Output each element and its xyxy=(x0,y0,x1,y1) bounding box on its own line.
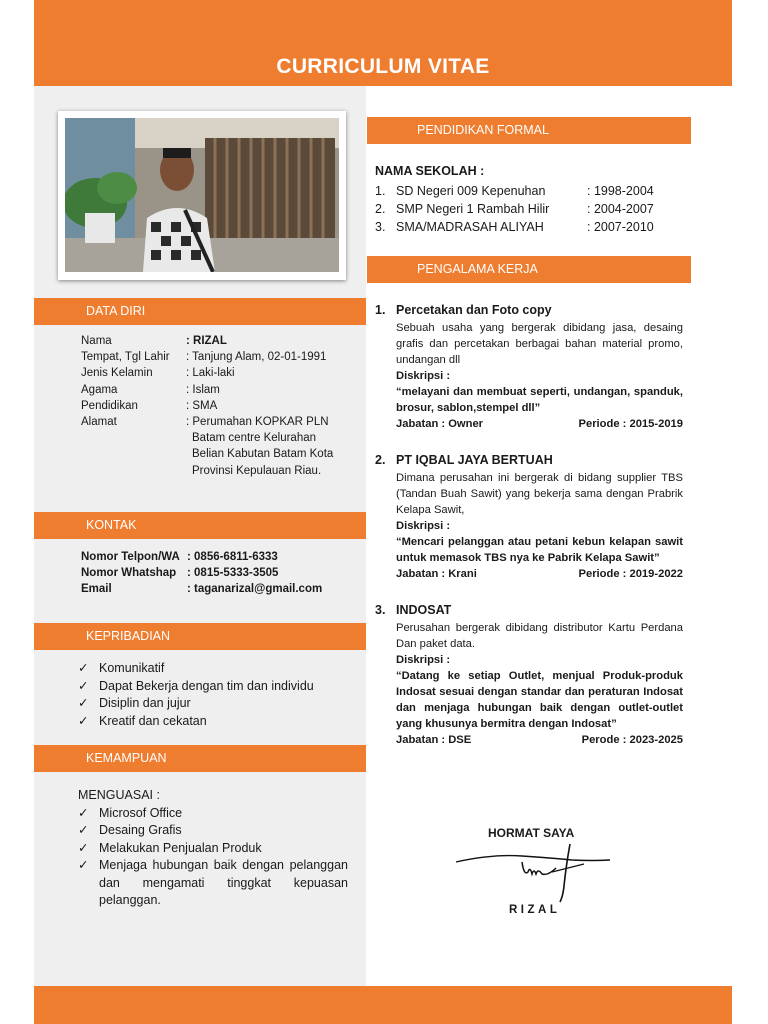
diskripsi-label: Diskripsi : xyxy=(396,370,451,382)
signature-image xyxy=(452,842,612,906)
job-entry xyxy=(375,602,683,748)
list-item: ✓ Komunikatif xyxy=(78,660,348,678)
job-footer: Jabatan : Owner Periode : 2015-2019 xyxy=(396,418,683,430)
profile-photo-frame xyxy=(58,111,346,280)
data-label: Nama xyxy=(81,335,112,347)
data-label: Agama xyxy=(81,383,118,396)
job-diskripsi: “Datang ke setiap Outlet, menjual Produk-produk Indosat sesuai dengan standar dan peraturan Indosat dan menjaga hubungan baik dengan outlet-outlet yang khusunya bermitra dengan Indosat” xyxy=(396,670,683,730)
list-item: 2. SMP Negeri 1 Rambah Hilir : 2004-2007 xyxy=(375,202,654,216)
data-label: Alamat xyxy=(81,416,117,429)
check-icon: ✓ xyxy=(78,823,89,837)
data-diri-row xyxy=(81,414,346,430)
section-kemampuan-header: KEMAMPUAN xyxy=(34,745,366,772)
section-kepribadian-header: KEPRIBADIAN xyxy=(34,623,366,650)
data-value: : Laki-laki xyxy=(186,367,235,380)
data-diri-row xyxy=(81,398,346,414)
section-pendidikan-header: PENDIDIKAN FORMAL xyxy=(367,117,691,144)
data-value: : SMA xyxy=(186,399,218,412)
school-list xyxy=(375,182,654,236)
list-item: ✓ Menjaga hubungan baik dengan pelanggan dan mengamati tinggkat kepuasan pelanggan. xyxy=(78,857,348,910)
data-label: Jenis Kelamin xyxy=(81,367,153,380)
list-item: 1. SD Negeri 009 Kepenuhan : 1998-2004 xyxy=(375,184,654,198)
data-diri-row xyxy=(81,349,346,365)
job-description: Perusahan bergerak dibidang distributor Kartu Perdana Dan paket data. xyxy=(396,622,683,650)
job-title: 2. PT IQBAL JAYA BERTUAH xyxy=(375,453,553,467)
kontak-row: Nomor Whatshap : 0815-5333-3505 xyxy=(81,567,279,580)
check-icon: ✓ xyxy=(78,678,89,693)
diskripsi-label: Diskripsi : xyxy=(396,654,451,666)
data-value: : RIZAL xyxy=(186,335,227,347)
job-entry xyxy=(375,302,683,432)
footer-bar xyxy=(34,986,732,1024)
check-icon: ✓ xyxy=(78,805,89,820)
diskripsi-label: Diskripsi : xyxy=(396,520,451,532)
list-item: 3. SMA/MADRASAH ALIYAH : 2007-2010 xyxy=(375,220,654,234)
data-diri-row xyxy=(81,365,346,381)
job-diskripsi: “Mencari pelanggan atau petani kebun kelapan sawit untuk memasok TBS nya ke Pabrik Kelapa Sawit” xyxy=(396,536,683,564)
data-diri-row xyxy=(81,333,346,349)
profile-photo xyxy=(65,118,339,272)
section-data-diri-header: DATA DIRI xyxy=(34,298,366,325)
data-diri-list xyxy=(81,333,346,479)
job-footer: Jabatan : Krani Periode : 2019-2022 xyxy=(396,568,683,580)
job-title: 1. Percetakan dan Foto copy xyxy=(375,303,552,317)
check-icon: ✓ xyxy=(78,713,89,728)
job-title: 3. INDOSAT xyxy=(375,603,452,617)
alamat-line: Provinsi Kepulauan Riau. xyxy=(192,464,322,477)
kontak-row: Email : taganarizal@gmail.com xyxy=(81,581,322,597)
email-value: : taganarizal@gmail.com xyxy=(187,583,323,596)
job-entry xyxy=(375,452,683,582)
data-value: : Tanjung Alam, 02-01-1991 xyxy=(186,351,327,364)
job-description: Sebuah usaha yang bergerak dibidang jasa, desaing grafis dan percetakan berbagai bahan material promo, undangan dll xyxy=(396,322,683,366)
job-description: Dimana perusahan ini bergerak di bidang supplier TBS (Tandan Buah Sawit) yang bekerja sama dengan Prabrik Kelapa Sawit, xyxy=(396,472,683,516)
header-bar xyxy=(34,0,732,86)
kemampuan-intro: MENGUASAI : xyxy=(78,788,160,802)
list-item: ✓ Disiplin dan jujur xyxy=(78,695,348,713)
list-item: ✓ Dapat Bekerja dengan tim dan individu xyxy=(78,678,348,696)
job-footer: Jabatan : DSE Perode : 2023-2025 xyxy=(396,734,683,746)
profile-photo-illustration xyxy=(65,118,339,272)
list-item: ✓ Desaing Grafis xyxy=(78,822,348,840)
kemampuan-list xyxy=(78,787,348,910)
list-item: ✓ Melakukan Penjualan Produk xyxy=(78,840,348,858)
data-label: Pendidikan xyxy=(81,399,138,412)
page-title: CURRICULUM VITAE xyxy=(276,55,490,78)
data-label: Tempat, Tgl Lahir xyxy=(81,351,170,364)
kontak-row: Nomor Telpon/WA : 0856-6811-6333 xyxy=(81,551,278,563)
data-value: : Perumahan KOPKAR PLN xyxy=(186,416,329,429)
job-diskripsi: “melayani dan membuat seperti, undangan, spanduk, brosur, sablon,stempel dll” xyxy=(396,386,683,414)
school-list-title: NAMA SEKOLAH : xyxy=(375,164,485,178)
kontak-list xyxy=(81,549,322,598)
check-icon: ✓ xyxy=(78,858,89,872)
alamat-line: Batam centre Kelurahan xyxy=(192,432,317,445)
section-pengalaman-header: PENGALAMA KERJA xyxy=(367,256,691,283)
signature-name: RIZAL xyxy=(509,904,561,916)
list-item: ✓ Microsof Office xyxy=(78,805,348,823)
list-item: ✓ Kreatif dan cekatan xyxy=(78,713,348,731)
data-diri-row xyxy=(81,382,346,398)
check-icon: ✓ xyxy=(78,840,89,855)
check-icon: ✓ xyxy=(78,696,89,710)
signature-title: HORMAT SAYA xyxy=(488,826,575,840)
kepribadian-list xyxy=(78,660,348,730)
check-icon: ✓ xyxy=(78,661,89,675)
alamat-line: Belian Kabutan Batam Kota xyxy=(192,448,334,461)
section-kontak-header: KONTAK xyxy=(34,512,366,539)
data-value: : Islam xyxy=(186,383,220,396)
